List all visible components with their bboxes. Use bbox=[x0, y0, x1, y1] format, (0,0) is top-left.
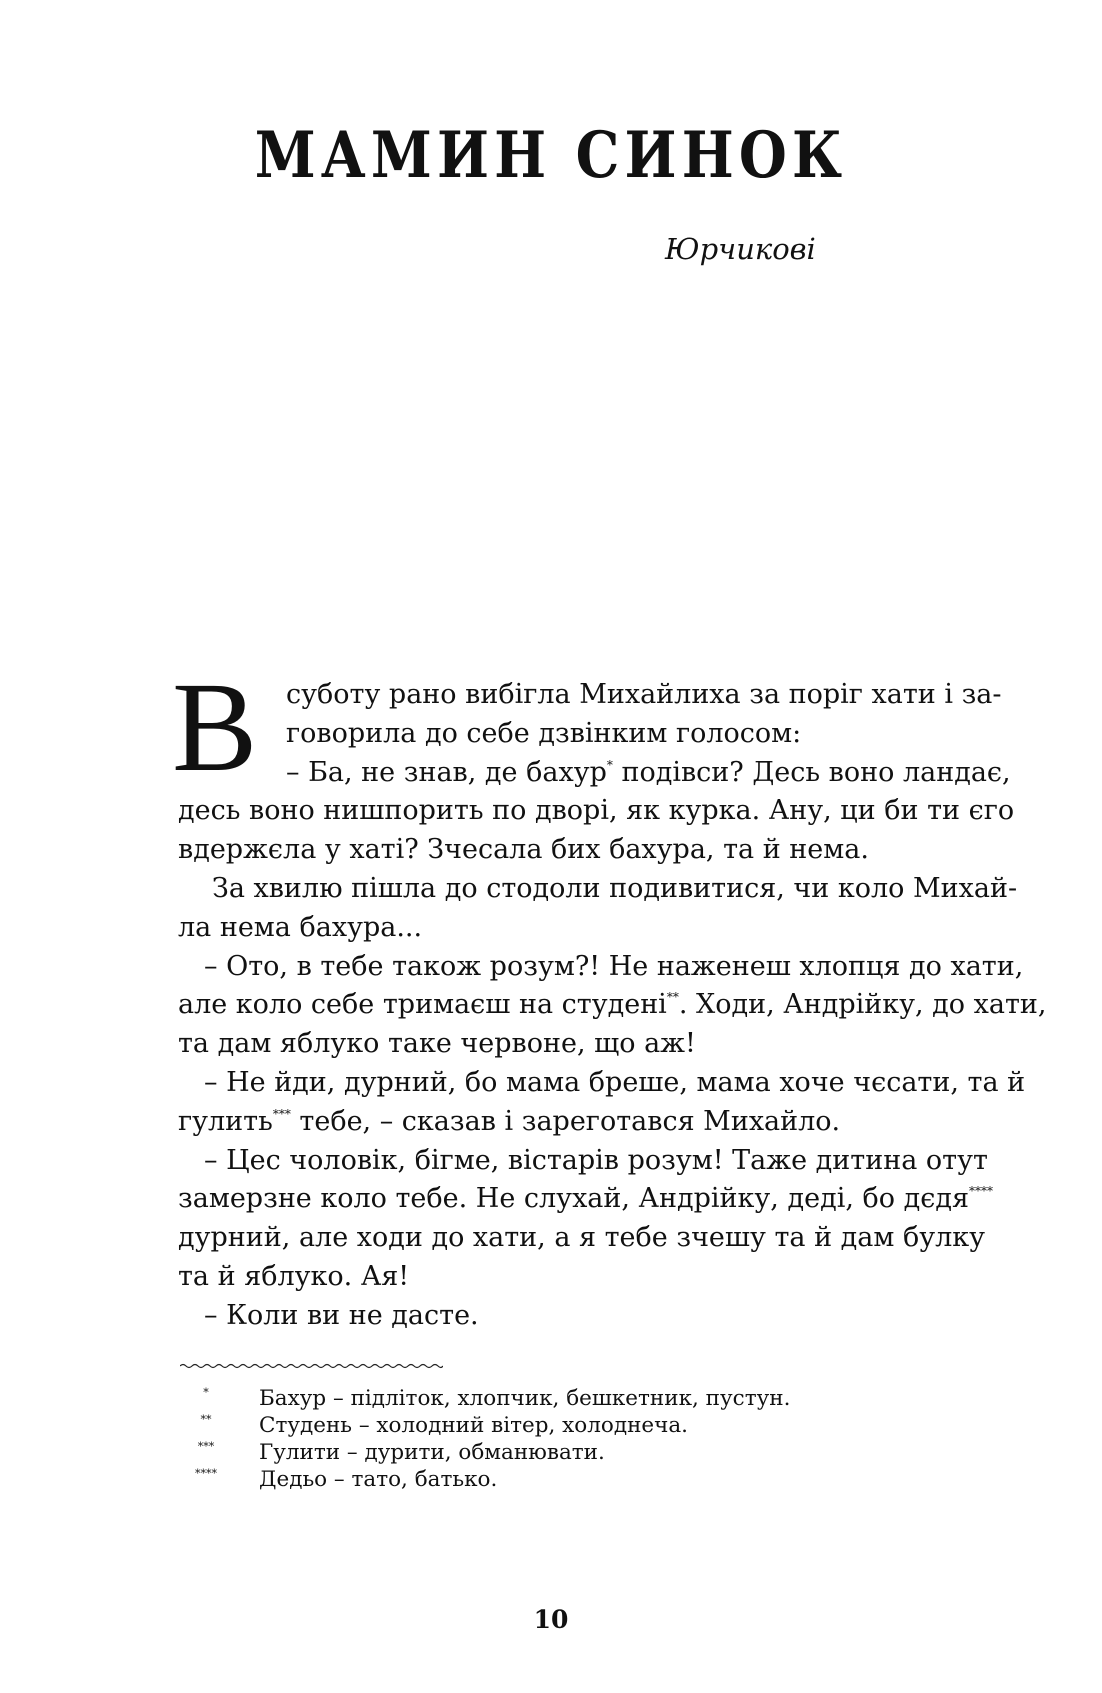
footnote-divider bbox=[180, 1363, 443, 1369]
footnote-text: Гулити – дурити, обманювати. bbox=[259, 1440, 605, 1465]
text-line: та дам яблуко таке червоне, що аж! bbox=[178, 1028, 696, 1060]
text-fragment: гулить bbox=[178, 1105, 273, 1137]
text-line: дурний, але ходи до хати, а я тебе зчешу та й дам булку bbox=[178, 1222, 986, 1254]
footnote-mark: *** bbox=[197, 1440, 215, 1453]
text-fragment: тебе, – сказав і зареготався Михайло. bbox=[290, 1105, 841, 1137]
text-fragment: – Ба, не знав, де бахур bbox=[286, 756, 607, 788]
chapter-title: МАМИН СИНОК bbox=[254, 118, 848, 193]
text-line bbox=[178, 986, 1047, 1025]
footnote-text: Бахур – підліток, хлопчик, бешкетник, пустун. bbox=[259, 1386, 791, 1411]
text-line bbox=[178, 1180, 993, 1219]
text-line: суботу рано вибігла Михайлиха за поріг хати і за- bbox=[286, 679, 1002, 710]
page-number: 10 bbox=[533, 1605, 569, 1634]
text-line: говорила до себе дзвінким голосом: bbox=[286, 717, 802, 749]
text-line: вдержєла у хаті? Зчесала бих бахура, та й нема. bbox=[178, 834, 869, 866]
text-line bbox=[178, 1103, 970, 1142]
text-line: та й яблуко. Ая! bbox=[178, 1260, 410, 1292]
text-line: За хвилю пішла до стодоли подивитися, чи коло Михай- bbox=[212, 872, 1018, 904]
text-fragment: але коло себе тримаєш на студені bbox=[178, 989, 667, 1021]
footnote-mark: **** bbox=[195, 1467, 217, 1480]
text-line: – Не йди, дурний, бо мама бреше, мама хоче чєсати, та й bbox=[204, 1066, 1026, 1098]
footnote-ref: **** bbox=[969, 1184, 993, 1199]
text-line: – Цес чоловік, бігме, вістарів розум! Таже дитина отут bbox=[204, 1144, 988, 1176]
text-line: десь воно нишпорить по дворі, як курка. Ану, ци би ти єго bbox=[178, 795, 1015, 827]
dedication: Юрчикові bbox=[665, 232, 816, 266]
text-line: – Ото, в тебе також розум?! Не наженеш хлопця до хати, bbox=[204, 950, 1024, 982]
footnote-text: Студень – холодний вітер, холоднеча. bbox=[259, 1413, 689, 1438]
text-line bbox=[178, 754, 1011, 793]
footnote-ref: * bbox=[606, 757, 613, 772]
footnote-ref: ** bbox=[666, 990, 679, 1005]
drop-cap: В bbox=[172, 656, 258, 798]
body-text bbox=[172, 656, 1047, 1336]
footnote-text: Дедьо – тато, батько. bbox=[259, 1467, 498, 1492]
footnote-mark: * bbox=[203, 1386, 209, 1399]
text-line: ла нема бахура... bbox=[178, 911, 423, 943]
footnote-ref: *** bbox=[272, 1106, 291, 1121]
text-fragment: замерзне коло тебе. Не слухай, Андрійку, деді, бо дєдя bbox=[178, 1183, 969, 1215]
text-fragment: . Ходи, Андрійку, до хати, bbox=[678, 989, 1047, 1021]
footnote-mark: ** bbox=[200, 1413, 212, 1426]
text-line: – Коли ви не дасте. bbox=[204, 1299, 479, 1331]
text-fragment: подівси? Десь воно ландає, bbox=[612, 756, 1011, 788]
